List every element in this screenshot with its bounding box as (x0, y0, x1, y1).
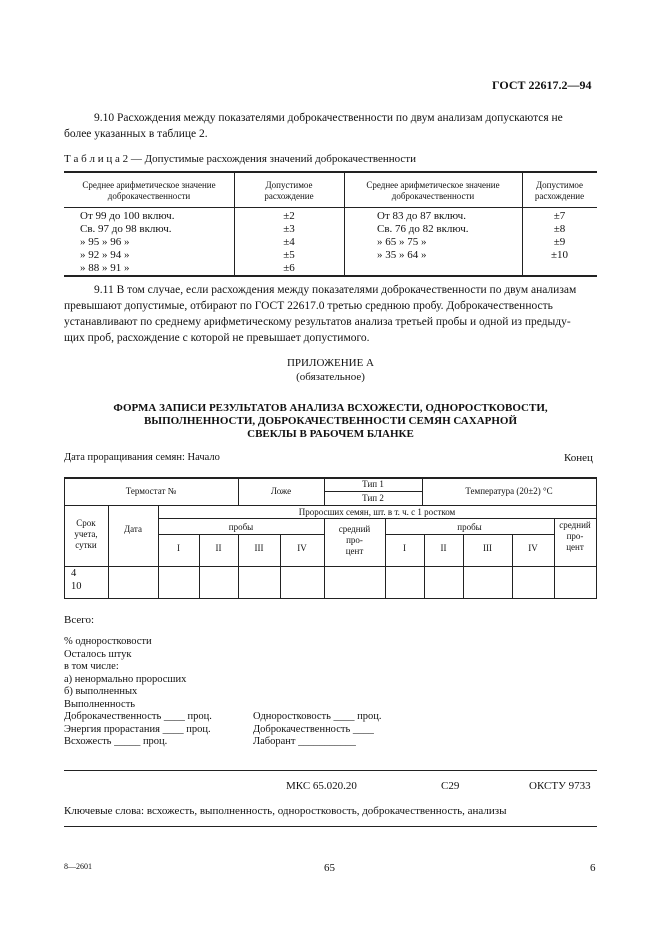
table2-caption: Т а б л и ц а 2 — Допустимые расхождения значений доброкачественности (64, 153, 416, 165)
type1-label: Тип 1 (362, 479, 384, 489)
table-row: » 95 » 96 » (80, 236, 130, 248)
roman-i-right: I (403, 543, 406, 553)
t2-header-allow-left: Допустимое расхождение (264, 180, 314, 201)
roman-iv-right: IV (528, 543, 538, 553)
paragraph-9-10-line2: более указанных в таблице 2. (64, 128, 208, 140)
germination-date-label: Дата проращивания семян: Начало (64, 452, 220, 463)
roman-i-left: I (177, 543, 180, 553)
roman-ii-left: II (215, 543, 222, 553)
keywords: Ключевые слова: всхожесть, выполненность, одноростковость, доброкачественность, анализы (64, 805, 507, 817)
total-label: Всего: (64, 614, 95, 626)
roman-iii-right: III (483, 543, 492, 553)
t2-header-mean-left: Среднее арифметическое значение доброкачественности (82, 180, 216, 201)
table-row: » 35 » 64 » (377, 249, 427, 261)
t2-left-range (80, 210, 174, 275)
appendix-heading: ФОРМА ЗАПИСИ РЕЗУЛЬТАТОВ АНАЛИЗА ВСХОЖЕСТИ, ОДНОРОСТКОВОСТИ, ВЫПОЛНЕННОСТИ, ДОБРОКАЧЕСТВЕННОСТИ СЕМЯН САХАРНОЙ СВЕКЛЫ В РАБОЧЕМ БЛАНКЕ (113, 402, 548, 440)
roman-iv-left: IV (297, 543, 307, 553)
c-code: С29 (441, 780, 460, 792)
totals-list: % одноростковости Осталось штук в том числе: а) ненормально проросших б) выполненных Выполненность Доброкачественность ____ проц. Энергия прорастания ____ проц. Всхожесть _____ проц. (64, 636, 212, 747)
table-row: От 83 до 87 включ. (377, 210, 466, 222)
paragraph-9-10-line1: 9.10 Расхождения между показателями доброкачественности по двум анализам допускаются не (94, 112, 563, 124)
paragraph-9-11-line2: превышают допустимые, отбирают по ГОСТ 22617.0 третью среднюю пробу. Доброкачественность (64, 300, 553, 312)
page-number: 65 (324, 862, 335, 874)
temperature-label: Температура (20±2) °С (465, 486, 553, 496)
bed-label: Ложе (270, 486, 292, 496)
appendix-subtitle: (обязательное) (296, 371, 365, 383)
date-label: Дата (124, 524, 142, 534)
type2-label: Тип 2 (362, 493, 384, 503)
t2-right-diff: ±7 ±8 ±9 ±10 (550, 210, 569, 261)
end-label: Конец (564, 452, 593, 464)
print-code: 8—2601 (64, 862, 92, 871)
table-row: Св. 97 до 98 включ. (80, 223, 172, 235)
roman-ii-right: II (440, 543, 447, 553)
t2-left-diff: ±2 ±3 ±4 ±5 ±6 (283, 210, 295, 274)
t2-header-mean-right: Среднее арифметическое значение доброкачественности (366, 180, 500, 201)
table-row: » 88 » 91 » (80, 262, 130, 274)
sheet-number: 6 (590, 862, 596, 874)
samples-label-right: пробы (457, 522, 482, 532)
paragraph-9-11-line4: щих проб, расхождение с которой не превышает допустимого. (64, 332, 370, 344)
roman-iii-left: III (254, 543, 264, 553)
table-row: » 92 » 94 » (80, 249, 130, 261)
t2-header-allow-right: Допустимое расхождение (534, 180, 585, 201)
mean-percent-left: средний про- цент (338, 524, 371, 556)
sprouted-label: Проросших семян, шт. в т. ч. с 1 ростком (298, 507, 456, 517)
days-column: 4 10 (71, 568, 82, 592)
paragraph-9-11-line1: 9.11 В том случае, если расхождения между показателями доброкачественности по двум анализам (94, 284, 577, 296)
table-row: Св. 76 до 82 включ. (377, 223, 469, 235)
t2-right-range (377, 210, 469, 262)
samples-label-left: пробы (228, 522, 254, 532)
gost-number: ГОСТ 22617.2—94 (492, 78, 592, 92)
table-row: От 99 до 100 включ. (80, 210, 175, 222)
term-label: Срок учета, сутки (74, 518, 98, 550)
appendix-title: ПРИЛОЖЕНИЕ А (286, 357, 374, 369)
totals-right: Одноростковость ____ проц. Доброкачественность ____ Лаборант ___________ (253, 711, 382, 747)
paragraph-9-11-line3: устанавливают по среднему арифметическому результатов анализа третьей пробы и одной из предыду- (64, 316, 571, 328)
mean-percent-right: средний про- цент (559, 520, 591, 552)
okstu-code: ОКСТУ 9733 (529, 780, 591, 792)
mks-code: МКС 65.020.20 (286, 780, 357, 792)
thermostat-label: Термостат № (125, 486, 177, 496)
table-row: » 65 » 75 » (377, 236, 427, 248)
